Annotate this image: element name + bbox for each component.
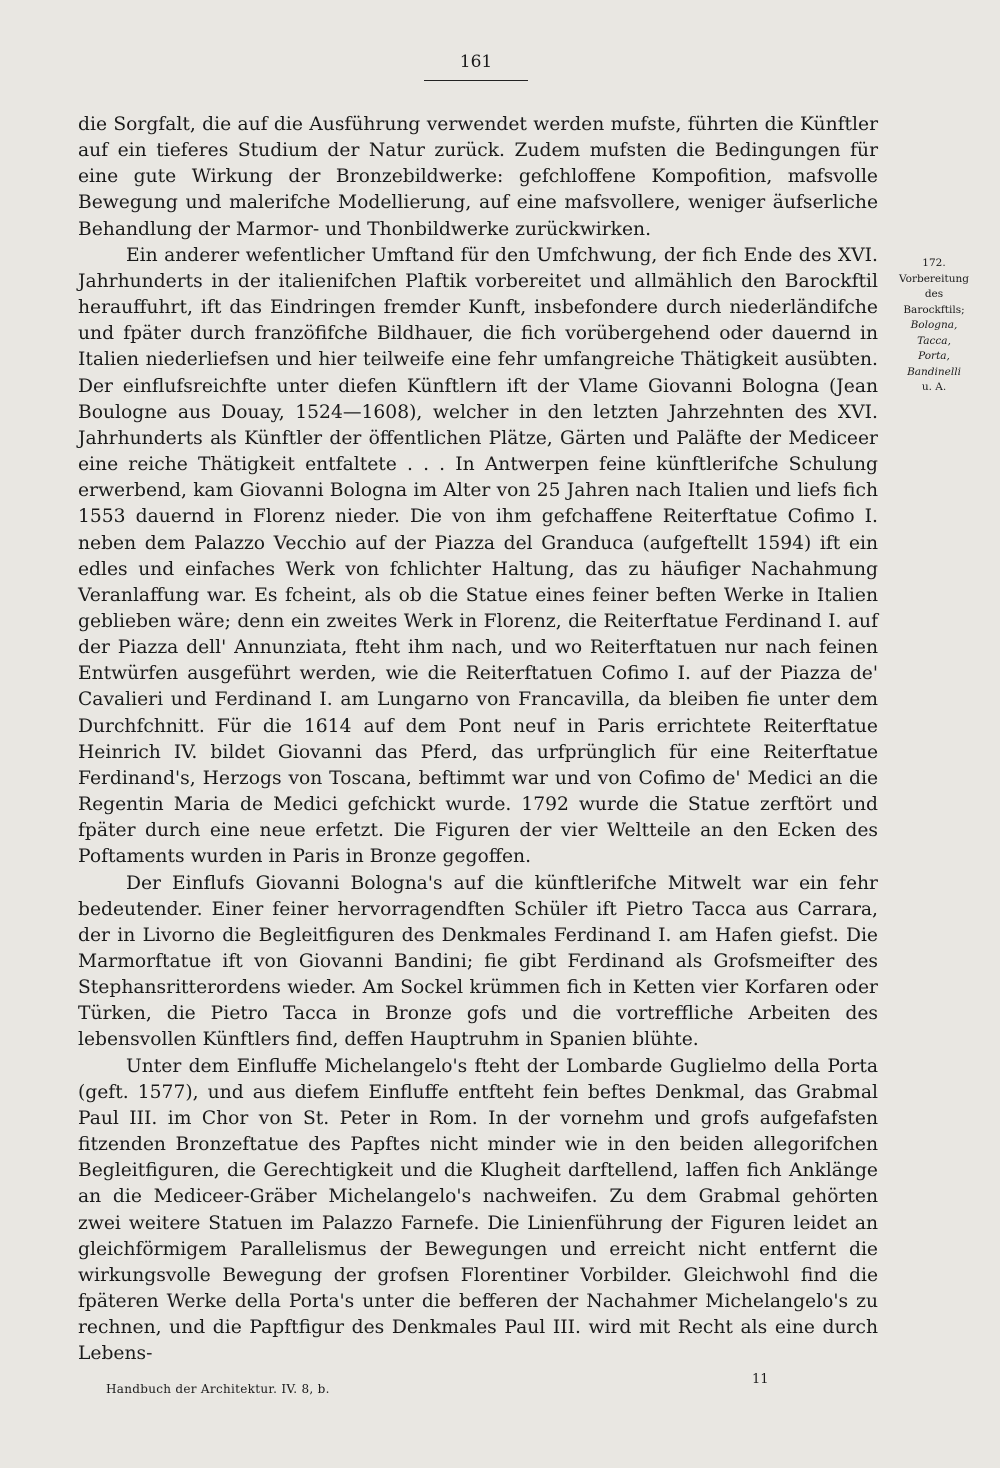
marginal-note-name: Bologna, [910, 319, 958, 331]
marginal-note-end: u. A. [921, 381, 947, 393]
marginal-note-name: Tacca, [917, 334, 951, 347]
marginal-note-name: Bandinelli [907, 365, 961, 378]
page-number: 161 [459, 52, 493, 72]
marginal-note-line: des [924, 288, 944, 300]
paragraph-4: Unter dem Einfluffe Michelangelo's fteht der Lombarde Guglielmo della Porta (geft. 1577), und aus diefem Einfluffe entfteht fein beftes Denkmal, das Grabmal Paul III. im Chor von St. Peter in Rom. In der vornehm und grofs aufgefafsten fitzenden Bronzeftatue des Papftes nicht minder wie in den beiden allegorifchen Begleitfiguren, die Gerechtigkeit und die Klugheit darftellend, laffen fich Anklänge an die Mediceer-Gräber Michelangelo's nachweifen. Zu dem Grabmal gehörten zwei weitere Statuen im Palazzo Farnefe. Die Linienführung der Figuren leidet an gleichförmigem Parallelismus der Bewegungen und erreicht nicht entfernt die wirkungsvolle Bewegung der grofsen Florentiner Vorbilder. Gleichwohl find die fpäteren Werke della Porta's unter die befferen der Nachahmer Michelangelo's zu rechnen, und die Papftfigur des Denkmales Paul III. wird mit Recht als eine durch Lebens- [78, 1055, 878, 1365]
footer-signature: 11 [752, 1372, 769, 1387]
marginal-note-number: 172. [922, 257, 946, 269]
marginal-note-line: Vorbereitung [899, 272, 969, 285]
page-number-rule [424, 80, 528, 81]
footer-publication: Handbuch der Architektur. IV. 8, b. [106, 1382, 330, 1396]
paragraph-3: Der Einflufs Giovanni Bologna's auf die künftlerifche Mitwelt war ein fehr bedeutender. Einer feiner hervorragendften Schüler ift Pietro Tacca aus Carrara, der in Livorno die Begleitfiguren des Denkmales Ferdinand I. am Hafen giefst. Die Marmorftatue ift von Giovanni Bandini; fie gibt Ferdinand als Grofsmeifter des Stephansritterordens wieder. Am Sockel krümmen fich in Ketten vier Korfaren oder Türken, die Pietro Tacca in Bronze gofs und die vortreffliche Arbeiten des lebensvollen Künftlers find, deffen Hauptruhm in Spanien blühte. [78, 872, 878, 1051]
main-text [78, 112, 878, 1368]
marginal-note-line: Barockftils; [903, 303, 965, 316]
marginal-note [884, 256, 984, 396]
paragraph-2: Ein anderer wefentlicher Umftand für den Umfchwung, der fich Ende des XVI. Jahrhunderts in der italienifchen Plaftik vorbereitet und allmählich den Barockftil herauffuhrt, ift das Eindringen fremder Kunft, insbefondere durch niederländifche und fpäter durch franzöfifche Bildhauer, die fich vorübergehend oder dauernd in Italien niederliefsen und hier teilweife eine fehr umfangreiche Thätigkeit ausübten. Der einflufsreichfte unter diefen Künftlern ift der Vlame Giovanni Bologna (Jean Boulogne aus Douay, 1524—1608), welcher in den letzten Jahrzehnten des XVI. Jahrhunderts als Künftler der öffentlichen Plätze, Gärten und Paläfte der Mediceer eine reiche Thätigkeit entfaltete . . . In Antwerpen feine künftlerifche Schulung erwerbend, kam Giovanni Bologna im Alter von 25 Jahren nach Italien und liefs fich 1553 dauernd in Florenz nieder. Die von ihm gefchaffene Reiterftatue Cofimo I. neben dem Palazzo Vecchio auf der Piazza del Granduca (aufgeftellt 1594) ift ein edles und einfaches Werk von fchlichter Haltung, das zu häufiger Nachahmung Veranlaffung war. Es fcheint, als ob die Statue eines feiner beften Werke in Italien geblieben wäre; denn ein zweites Werk in Florenz, die Reiterftatue Ferdinand I. auf der Piazza dell' Annunziata, fteht ihm nach, und wo Reiterftatuen nur nach feinen Entwürfen ausgeführt werden, wie die Reiterftatuen Cofimo I. auf der Piazza de' Cavalieri und Ferdinand I. am Lungarno von Francavilla, da bleiben fie unter dem Durchfchnitt. Für die 1614 auf dem Pont neuf in Paris errichtete Reiterftatue Heinrich IV. bildet Giovanni das Pferd, das urfprünglich für eine Reiterftatue Ferdinand's, Herzogs von Toscana, beftimmt war und von Cofimo de' Medici an die Regentin Maria de Medici gefchickt wurde. 1792 wurde die Statue zerftört und fpäter durch eine neue erfetzt. Die Figuren der vier Weltteile an den Ecken des Poftaments wurden in Paris in Bronze gegoffen. [78, 244, 878, 868]
marginal-note-name: Porta, [918, 350, 950, 362]
paragraph-1: die Sorgfalt, die auf die Ausführung verwendet werden mufste, führten die Künftler auf ein tieferes Studium der Natur zurück. Zudem mufsten die Bedingungen für eine gute Wirkung der Bronzebildwerke: gefchloffene Kompofition, mafsvolle Bewegung und malerifche Modellierung, auf eine mafsvollere, weniger äufserliche Behandlung der Marmor- und Thonbildwerke zurückwirken. [78, 114, 878, 240]
